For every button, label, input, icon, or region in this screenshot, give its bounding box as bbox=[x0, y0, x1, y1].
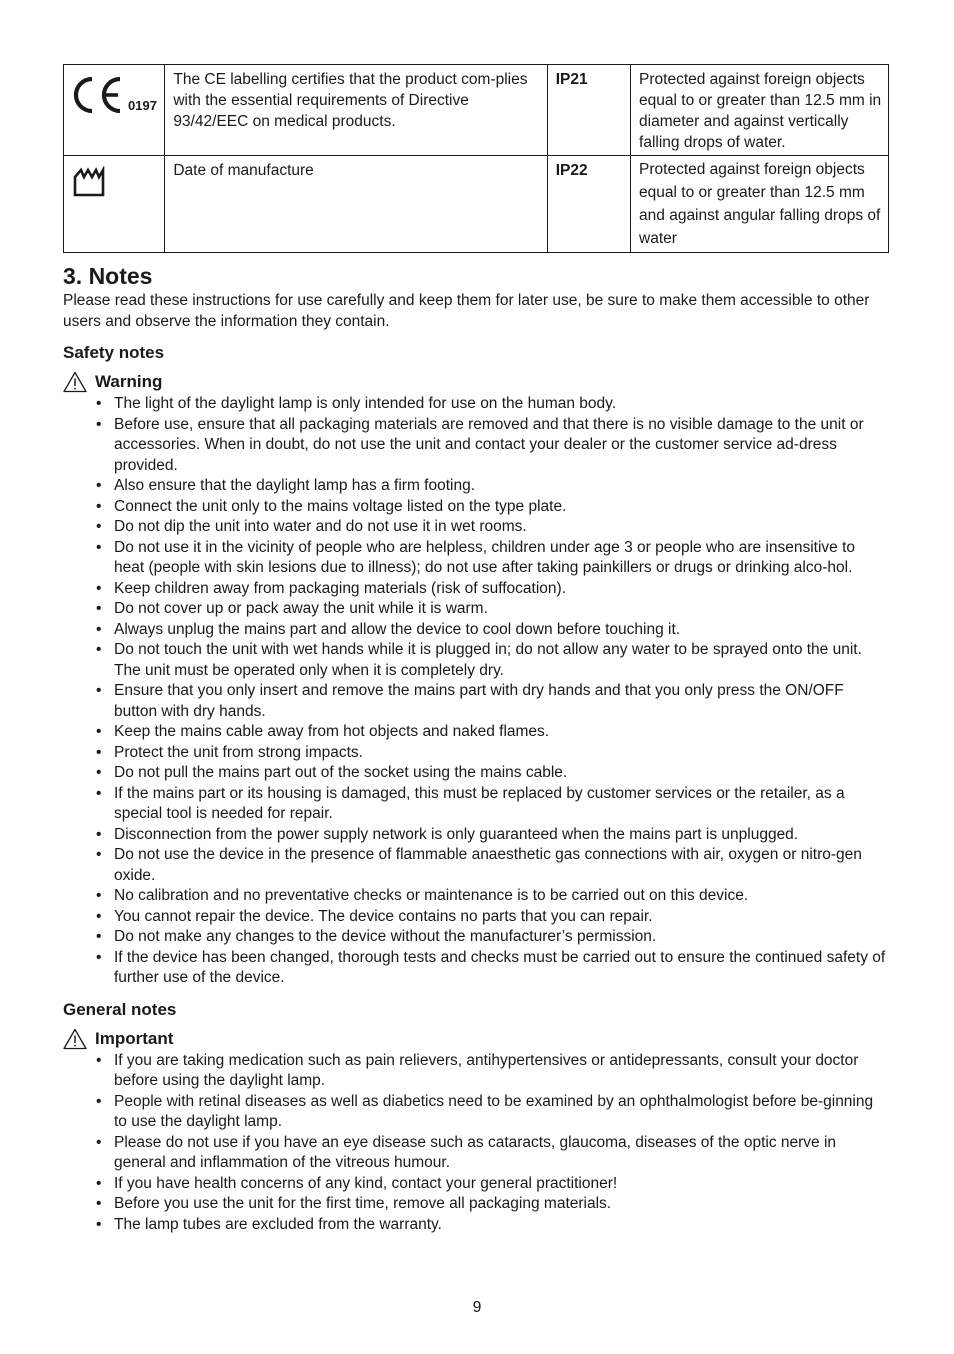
list-item: • Do not use the device in the presence of flammable anaesthetic gas connections with air, oxygen or nitro-gen oxide. bbox=[63, 845, 889, 886]
list-item: • If the mains part or its housing is damaged, this must be replaced by customer services or the retailer, as a special tool is needed for repair. bbox=[63, 784, 889, 825]
warning-heading bbox=[63, 371, 889, 393]
list-item: • Do not cover up or pack away the unit while it is warm. bbox=[63, 599, 889, 620]
important-label: Important bbox=[95, 1028, 174, 1048]
list-item: • The light of the daylight lamp is only intended for use on the human body. bbox=[63, 394, 889, 415]
page-number: 9 bbox=[472, 1299, 482, 1316]
list-item: • If the device has been changed, thorough tests and checks must be carried out to ensure the continued safety of further use of the device. bbox=[63, 948, 889, 989]
list-item: • Before you use the unit for the first time, remove all packaging materials. bbox=[63, 1194, 889, 1215]
list-item: • You cannot repair the device. The device contains no parts that you can repair. bbox=[63, 907, 889, 928]
warning-triangle-icon bbox=[63, 371, 87, 393]
list-item: • Do not dip the unit into water and do not use it in wet rooms. bbox=[63, 517, 889, 538]
symbol-description: Date of manufacture bbox=[165, 156, 547, 253]
date-of-manufacture-icon bbox=[72, 166, 106, 198]
safety-notes-list bbox=[63, 394, 889, 989]
list-item: • People with retinal diseases as well as diabetics need to be examined by an ophthalmologist before be-ginning to use the daylight lamp. bbox=[63, 1092, 889, 1133]
list-item: • Ensure that you only insert and remove the mains part with dry hands and that you only press the ON/OFF button with dry hands. bbox=[63, 681, 889, 722]
symbols-table bbox=[63, 64, 889, 253]
list-item: • Keep the mains cable away from hot objects and naked flames. bbox=[63, 722, 889, 743]
document-page bbox=[63, 64, 889, 1235]
list-item: • Keep children away from packaging materials (risk of suffocation). bbox=[63, 579, 889, 600]
symbol-description: The CE labelling certifies that the product com-plies with the essential requirements of Directive 93/42/EEC on medical products. bbox=[165, 65, 547, 156]
symbol-cell bbox=[64, 65, 165, 156]
ip-code: IP21 bbox=[547, 65, 630, 156]
table-row bbox=[64, 156, 889, 253]
section-title: 3. Notes bbox=[63, 263, 153, 289]
ip-description: Protected against foreign objects equal to or greater than 12.5 mm and against angular falling drops of water bbox=[631, 156, 889, 253]
list-item: • Do not use it in the vicinity of people who are helpless, children under age 3 or people who are insensitive to heat (people with skin lesions due to illness); do not use after taking painkillers or drugs or drinking alco-hol. bbox=[63, 538, 889, 579]
important-heading bbox=[63, 1028, 889, 1050]
list-item: • Protect the unit from strong impacts. bbox=[63, 743, 889, 764]
ip-description: Protected against foreign objects equal to or greater than 12.5 mm in diameter and against vertically falling drops of water. bbox=[631, 65, 889, 156]
general-notes-heading: General notes bbox=[63, 999, 177, 1019]
list-item: • Connect the unit only to the mains voltage listed on the type plate. bbox=[63, 497, 889, 518]
list-item: • If you have health concerns of any kind, contact your general practitioner! bbox=[63, 1174, 889, 1195]
list-item: • Always unplug the mains part and allow the device to cool down before touching it. bbox=[63, 620, 889, 641]
general-notes-list bbox=[63, 1051, 889, 1236]
list-item: • Do not make any changes to the device without the manufacturer’s permission. bbox=[63, 927, 889, 948]
list-item: • Do not pull the mains part out of the socket using the mains cable. bbox=[63, 763, 889, 784]
warning-label: Warning bbox=[95, 372, 163, 391]
list-item: • Please do not use if you have an eye disease such as cataracts, glaucoma, diseases of the optic nerve in general and inflammation of the vitreous humour. bbox=[63, 1133, 889, 1174]
warning-triangle-icon bbox=[63, 1028, 87, 1050]
intro-paragraph: Please read these instructions for use carefully and keep them for later use, be sure to make them accessible to other users and observe the information they contain. bbox=[63, 292, 870, 330]
safety-notes-heading: Safety notes bbox=[63, 343, 165, 362]
ce-mark-icon bbox=[72, 75, 126, 115]
table-row bbox=[64, 65, 889, 156]
symbol-cell bbox=[64, 156, 165, 253]
ip-code: IP22 bbox=[547, 156, 630, 253]
list-item: • Do not touch the unit with wet hands while it is plugged in; do not allow any water to be sprayed onto the unit. The unit must be operated only when it is completely dry. bbox=[63, 640, 889, 681]
list-item: • No calibration and no preventative checks or maintenance is to be carried out on this device. bbox=[63, 886, 889, 907]
list-item: • Disconnection from the power supply network is only guaranteed when the mains part is unplugged. bbox=[63, 825, 889, 846]
list-item: • If you are taking medication such as pain relievers, antihypertensives or antidepressants, consult your doctor before using the daylight lamp. bbox=[63, 1051, 889, 1092]
ce-notified-body-number: 0197 bbox=[128, 98, 157, 113]
list-item: • Also ensure that the daylight lamp has a firm footing. bbox=[63, 476, 889, 497]
list-item: • Before use, ensure that all packaging materials are removed and that there is no visible damage to the unit or accessories. When in doubt, do not use the unit and contact your dealer or the customer service ad-dress provided. bbox=[63, 415, 889, 477]
list-item: • The lamp tubes are excluded from the warranty. bbox=[63, 1215, 889, 1236]
